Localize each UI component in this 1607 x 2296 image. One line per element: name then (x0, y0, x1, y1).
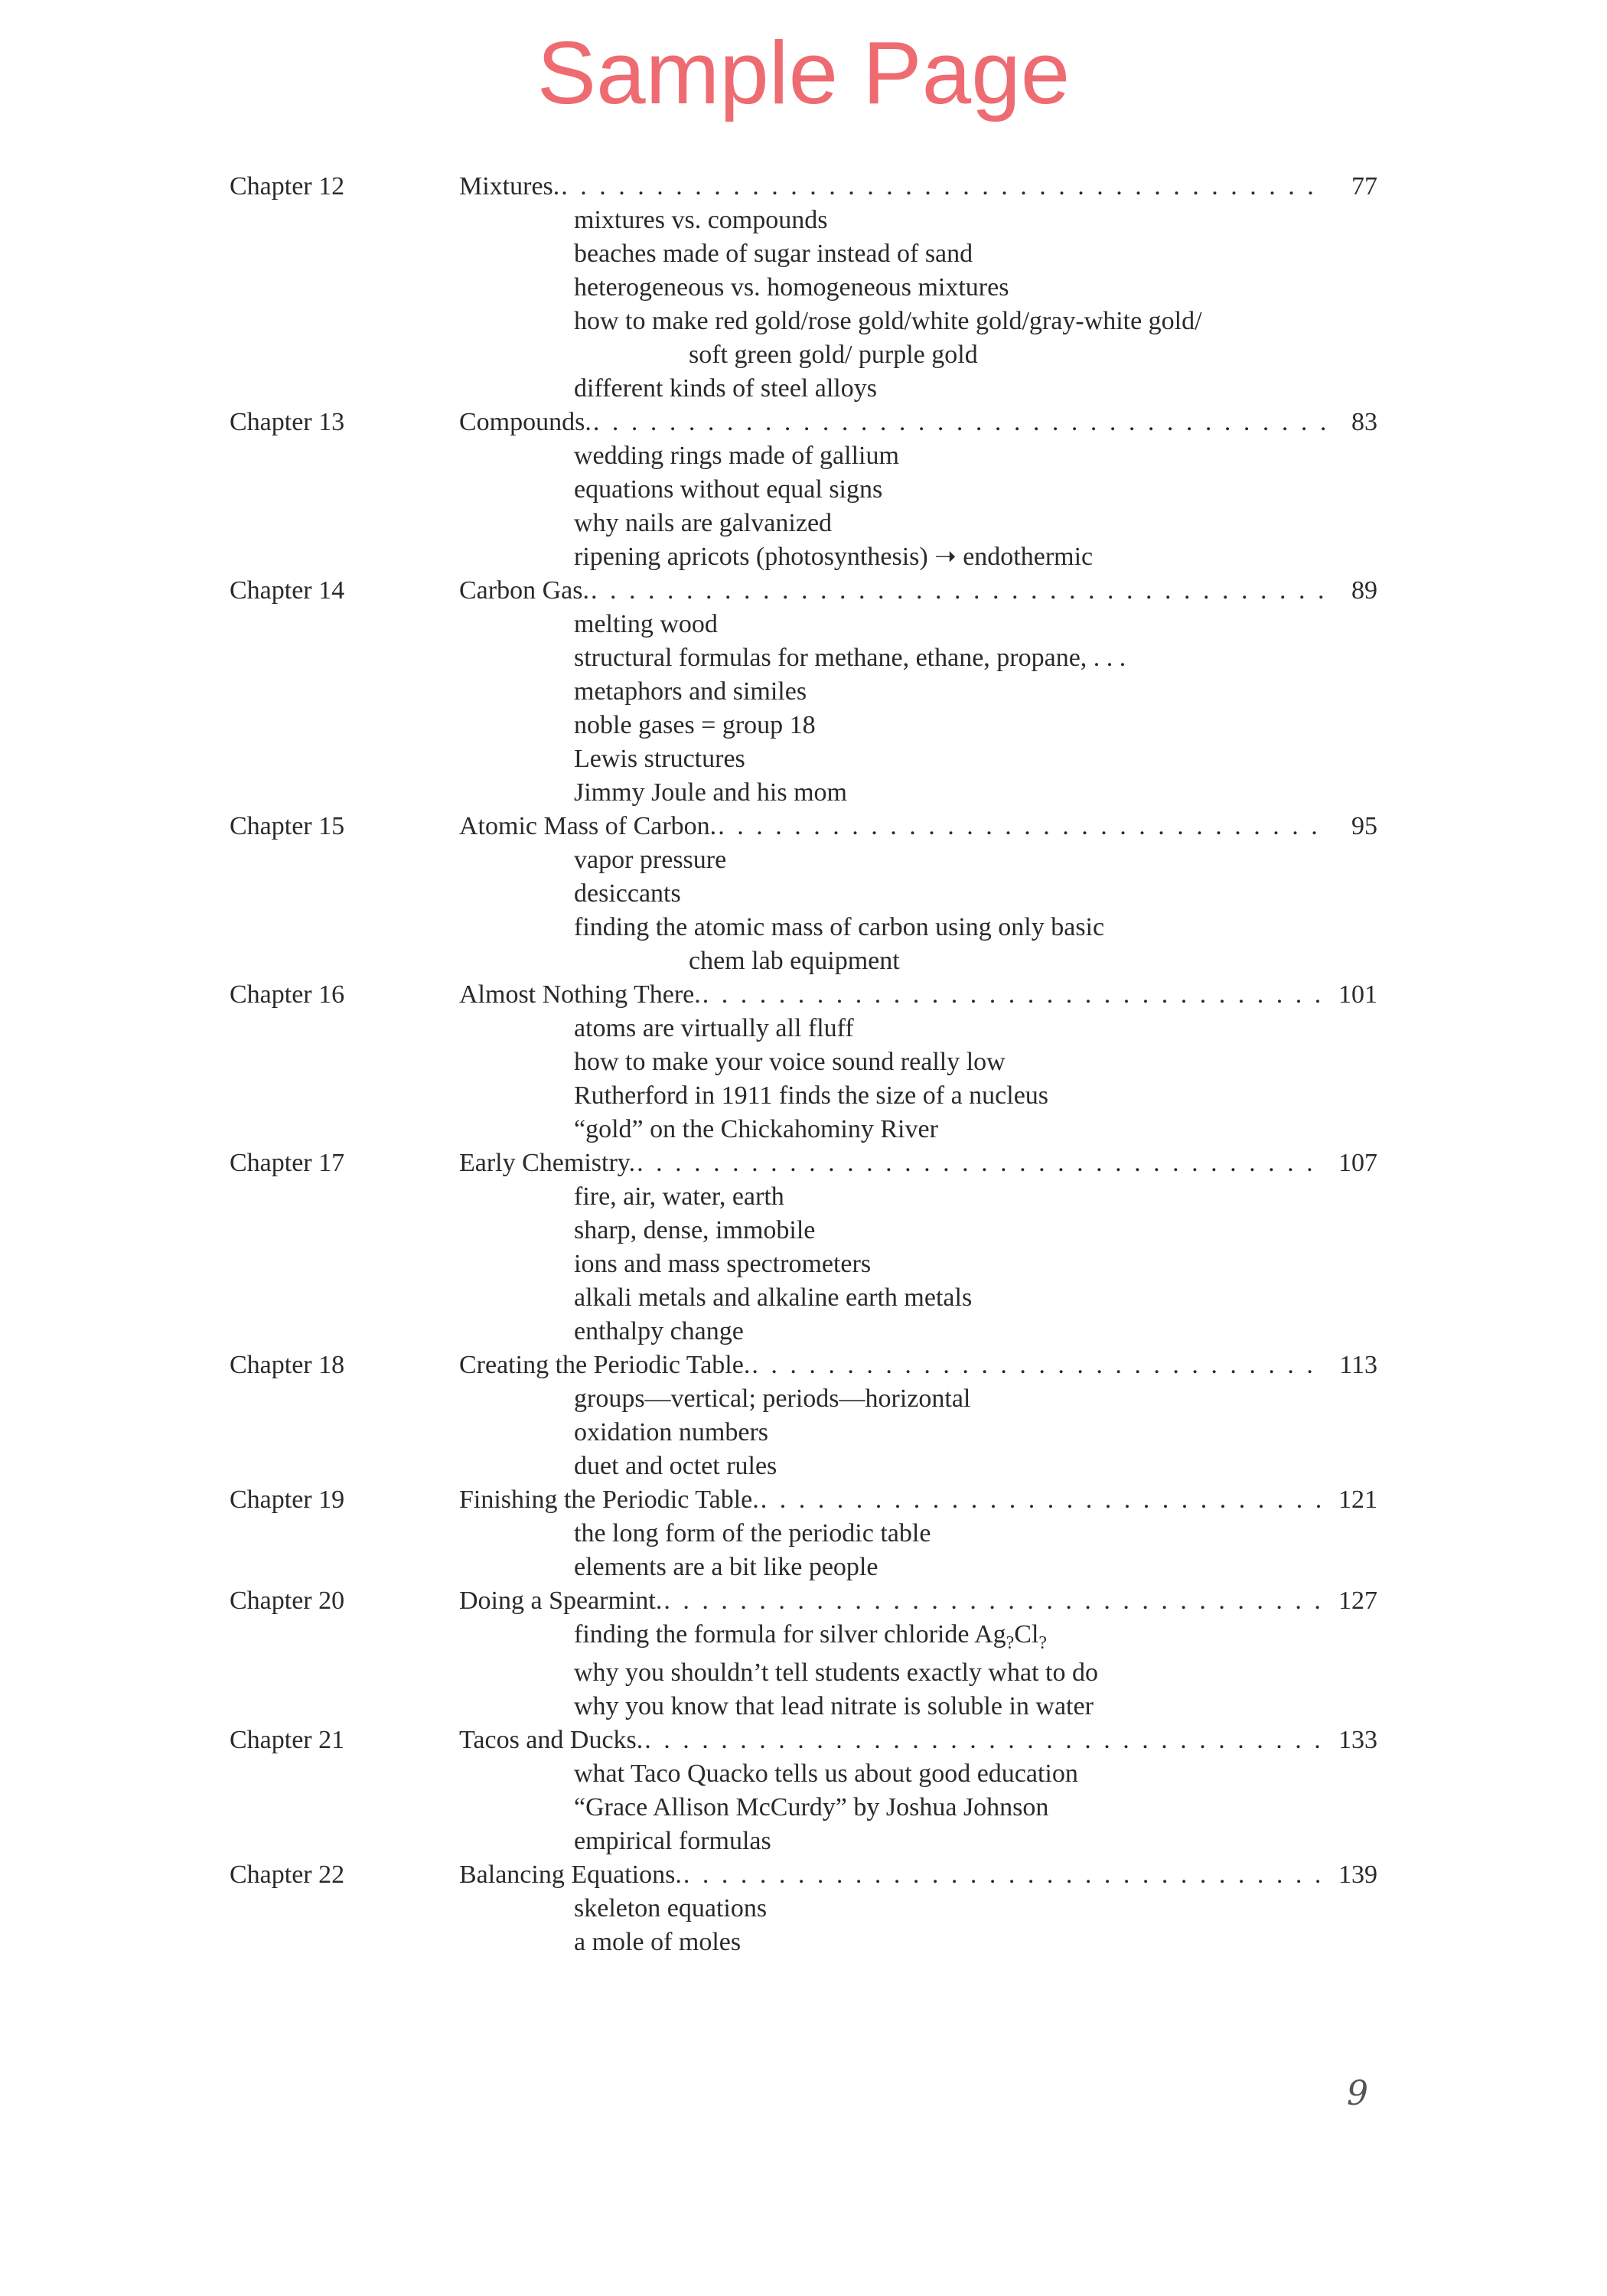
page-number[interactable]: 77 (1351, 172, 1377, 201)
sample-page-watermark: Sample Page (536, 23, 1071, 122)
chapter-label: Chapter 12 (230, 172, 345, 201)
toc-chapter-13 (230, 406, 1377, 574)
toc-entry-line (230, 1349, 1377, 1382)
page-number[interactable]: 139 (1338, 1861, 1377, 1889)
toc-chapter-22 (230, 1858, 1377, 1959)
chapter-title[interactable]: Compounds. (459, 408, 592, 436)
topic-item: desiccants (574, 879, 681, 908)
page-folio-number: 9 (1347, 2074, 1368, 2113)
chapter-label: Chapter 17 (230, 1149, 345, 1177)
topic-item: fire, air, water, earth (574, 1182, 784, 1211)
table-of-contents (230, 170, 1377, 1959)
page-number[interactable]: 95 (1351, 812, 1377, 840)
chapter-title[interactable]: Finishing the Periodic Table. (459, 1486, 759, 1514)
page-number[interactable]: 101 (1338, 980, 1377, 1009)
topic-item-continuation: soft green gold/ purple gold (689, 341, 978, 369)
page-number[interactable]: 113 (1339, 1351, 1377, 1379)
toc-entry-line (230, 170, 1377, 204)
topic-item: empirical formulas (574, 1827, 771, 1855)
toc-chapter-18 (230, 1349, 1377, 1483)
toc-entry-line (230, 1858, 1377, 1892)
chapter-label: Chapter 16 (230, 980, 345, 1009)
toc-entry-line (230, 1584, 1377, 1618)
dot-leader (702, 978, 1326, 1012)
dot-leader (593, 406, 1327, 439)
dot-leader (663, 1584, 1326, 1618)
chapter-title[interactable]: Doing a Spearmint. (459, 1587, 663, 1615)
topic-item: why you know that lead nitrate is soluble in water (574, 1692, 1094, 1720)
topic-item: a mole of moles (574, 1928, 742, 1956)
topic-item: finding the atomic mass of carbon using only basic (574, 913, 1105, 941)
topic-item: oxidation numbers (574, 1418, 769, 1446)
topic-item: heterogeneous vs. homogeneous mixtures (574, 273, 1009, 302)
topic-item: noble gases = group 18 (574, 711, 816, 739)
topic-item: why nails are galvanized (574, 509, 833, 537)
toc-chapter-17 (230, 1146, 1377, 1349)
topic-item: different kinds of steel alloys (574, 374, 877, 403)
page-number[interactable]: 107 (1338, 1149, 1377, 1177)
topic-item: “Grace Allison McCurdy” by Joshua Johnson (574, 1793, 1049, 1821)
topic-item-formula (230, 1618, 1377, 1656)
chapter-label: Chapter 13 (230, 408, 345, 436)
chapter-title[interactable]: Balancing Equations. (459, 1861, 682, 1889)
page-number[interactable]: 127 (1338, 1587, 1377, 1615)
chapter-label: Chapter 15 (230, 812, 345, 840)
topic-item: vapor pressure (574, 846, 727, 874)
toc-entry-line (230, 810, 1377, 843)
topic-item: how to make red gold/rose gold/white gold/gray-white gold/ (574, 307, 1202, 335)
topic-item: equations without equal signs (574, 475, 883, 504)
toc-entry-line (230, 1146, 1377, 1180)
topic-item: beaches made of sugar instead of sand (574, 240, 973, 268)
chapter-title[interactable]: Almost Nothing There. (459, 980, 701, 1009)
topic-item-continuation: chem lab equipment (689, 947, 900, 975)
toc-entry-line (230, 978, 1377, 1012)
topic-item: Rutherford in 1911 finds the size of a nucleus (574, 1081, 1049, 1110)
topic-item: structural formulas for methane, ethane, propane, . . . (574, 644, 1126, 672)
topic-item: Jimmy Joule and his mom (574, 778, 847, 807)
topic-item: ions and mass spectrometers (574, 1250, 872, 1278)
dot-leader (561, 170, 1327, 204)
chapter-label: Chapter 21 (230, 1726, 345, 1754)
dot-leader (683, 1858, 1326, 1892)
dot-leader (761, 1483, 1326, 1517)
toc-chapter-21 (230, 1724, 1377, 1858)
chapter-label: Chapter 20 (230, 1587, 345, 1615)
topic-item: how to make your voice sound really low (574, 1048, 1006, 1076)
chapter-title[interactable]: Creating the Periodic Table. (459, 1351, 751, 1379)
dot-leader (751, 1349, 1327, 1382)
topic-item: “gold” on the Chickahominy River (574, 1115, 938, 1143)
dot-leader (718, 810, 1327, 843)
chapter-title[interactable]: Mixtures. (459, 172, 560, 201)
page-number[interactable]: 83 (1351, 408, 1377, 436)
topic-item: why you shouldn’t tell students exactly what to do (574, 1658, 1098, 1687)
chapter-title[interactable]: Carbon Gas. (459, 576, 589, 605)
topic-item: duet and octet rules (574, 1452, 777, 1480)
toc-chapter-20 (230, 1584, 1377, 1724)
page-number[interactable]: 133 (1338, 1726, 1377, 1754)
topic-item: what Taco Quacko tells us about good education (574, 1760, 1078, 1788)
topic-item: sharp, dense, immobile (574, 1216, 816, 1244)
toc-entry-line (230, 574, 1377, 608)
chapter-title[interactable]: Tacos and Ducks. (459, 1726, 644, 1754)
chapter-label: Chapter 18 (230, 1351, 345, 1379)
formula-subscript: ? (1006, 1632, 1015, 1653)
topic-item: the long form of the periodic table (574, 1519, 931, 1548)
toc-chapter-16 (230, 978, 1377, 1146)
dot-leader (591, 574, 1327, 608)
topic-item: atoms are virtually all fluff (574, 1014, 854, 1042)
toc-chapter-12 (230, 170, 1377, 406)
topic-item: ripening apricots (photosynthesis) ➝ endothermic (574, 543, 1094, 571)
page-number[interactable]: 89 (1351, 576, 1377, 605)
dot-leader (644, 1724, 1326, 1757)
topic-item: melting wood (574, 610, 718, 638)
topic-item: wedding rings made of gallium (574, 442, 899, 470)
topic-item: Lewis structures (574, 745, 745, 773)
dot-leader (637, 1146, 1326, 1180)
chapter-label: Chapter 14 (230, 576, 345, 605)
topic-item: groups—vertical; periods—horizontal (574, 1384, 971, 1413)
topic-item: mixtures vs. compounds (574, 206, 828, 234)
topic-item: alkali metals and alkaline earth metals (574, 1283, 973, 1312)
chapter-label: Chapter 19 (230, 1486, 345, 1514)
toc-chapter-19 (230, 1483, 1377, 1584)
toc-entry-line (230, 1483, 1377, 1517)
topic-item: enthalpy change (574, 1317, 744, 1345)
chapter-title[interactable]: Early Chemistry. (459, 1149, 636, 1177)
toc-chapter-14 (230, 574, 1377, 810)
page-number[interactable]: 121 (1338, 1486, 1377, 1514)
toc-entry-line (230, 1724, 1377, 1757)
formula-subscript: ? (1038, 1632, 1048, 1653)
formula-element: Cl (1014, 1620, 1039, 1649)
topic-item: elements are a bit like people (574, 1553, 878, 1581)
chapter-label: Chapter 22 (230, 1861, 345, 1889)
topic-item: skeleton equations (574, 1894, 768, 1923)
toc-chapter-15 (230, 810, 1377, 978)
chapter-title[interactable]: Atomic Mass of Carbon. (459, 812, 717, 840)
topic-item: metaphors and similes (574, 677, 807, 706)
toc-entry-line (230, 406, 1377, 439)
topic-text: finding the formula for silver chloride Ag (574, 1620, 1006, 1649)
